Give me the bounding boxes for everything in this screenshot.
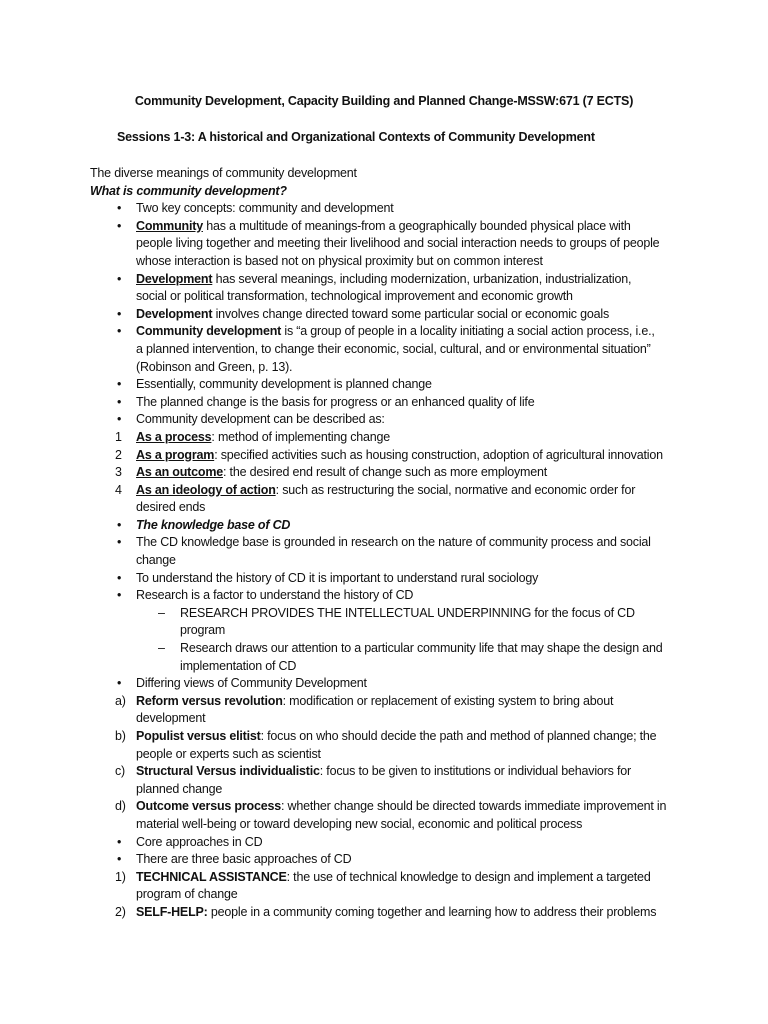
document-title: Community Development, Capacity Building and Planned Change-MSSW:671 (7 ECTS) [134,94,634,108]
list-marker: 4 [115,482,122,497]
list-item [90,323,690,376]
list-item [90,534,690,569]
item-text: program [180,623,226,638]
item-text: : focus to be given to institutions or individual behaviors for [319,764,631,779]
item-text: desired ends [136,500,206,515]
item-text: material well-being or toward developing new social, economic and political process [136,816,583,831]
bullet-icon: • [117,588,122,603]
item-label: As a program [136,447,215,462]
item-text: The CD knowledge base is grounded in research on the nature of community process and social [136,535,651,550]
item-text: whose interaction is based not on physical proximity but on common interest [136,253,543,268]
item-line [136,411,690,429]
list-marker: 2) [115,904,126,919]
bullet-icon: • [117,306,122,321]
item-line [136,834,690,852]
list-marker: a) [115,693,126,708]
item-text: Essentially, community development is planned change [136,377,432,392]
list-item [90,675,690,693]
item-text: planned change [136,781,223,796]
item-line [136,587,690,605]
sub-list-item [90,640,690,675]
list-marker: b) [115,729,126,743]
item-text: development [136,711,206,726]
list-item [90,570,690,588]
bullet-icon: • [117,517,122,532]
bullet-icon: • [117,394,122,409]
item-line [136,816,690,834]
list-item [90,869,690,904]
item-text: has several meanings, including modernization, urbanization, industrialization, [212,271,632,286]
item-text: people or experts such as scientist [136,746,321,761]
list-item [90,517,690,535]
item-line [136,323,690,341]
item-line [136,376,690,394]
item-line [136,464,690,482]
bullet-icon: • [117,201,122,216]
list-marker: – [158,641,165,656]
bullet-icon: • [117,377,122,392]
list-marker: – [158,605,165,620]
list-item [90,464,690,482]
item-line [136,763,690,781]
item-text: has a multitude of meanings-from a geographically bounded physical place with [202,218,631,233]
item-line [136,781,690,799]
section-subtitle: What is community development? [90,183,287,198]
list-item [90,376,690,394]
item-label: Development [136,271,213,286]
item-line [180,622,690,640]
item-text: people in a community coming together and learning how to address their problems [207,904,657,919]
list-item [90,798,690,833]
list-item [90,200,690,218]
list-marker: 1) [115,869,126,884]
item-line [136,552,690,570]
item-text: Core approaches in CD [136,834,263,849]
item-line [136,447,690,465]
item-line [136,499,690,517]
item-label: Reform versus revolution [136,693,283,708]
item-line [136,904,690,922]
bullet-icon: • [117,834,122,849]
item-text: The planned change is the basis for progress or an enhanced quality of life [136,394,535,409]
item-line [136,869,690,887]
list-item [90,763,690,798]
list-item [90,587,690,605]
list-item [90,447,690,465]
item-line [136,253,690,271]
item-line [136,429,690,447]
item-text: : specified activities such as housing construction, adoption of agricultural innovation [214,447,663,462]
item-text: a planned intervention, to change their economic, social, cultural, and or environmental situation” [136,341,651,356]
list-item [90,394,690,412]
item-label: Structural Versus individualistic [136,764,320,779]
item-label: Community development [136,324,282,339]
list-item [90,693,690,728]
item-text: : modification or replacement of existing system to bring about [282,693,614,708]
item-line [136,746,690,764]
bullet-icon: • [117,412,122,427]
item-line [136,218,690,236]
item-label: Development [136,306,213,321]
item-text: : focus on who should decide the path and method of planned change; the [260,729,657,743]
item-text: Community development can be described as: [136,412,385,427]
document-body [90,165,690,922]
item-label: SELF-HELP: [136,904,208,919]
item-line [136,394,690,412]
list-marker: 1 [115,429,122,444]
item-text: people living together and meeting their livelihood and social interaction needs to groups of people [136,236,660,251]
list-item [90,904,690,922]
item-text: (Robinson and Green, p. 13). [136,359,293,374]
list-item [90,834,690,852]
item-line [136,200,690,218]
item-line [136,851,690,869]
bullet-icon: • [117,535,122,550]
item-text: implementation of CD [180,658,297,673]
item-text: Two key concepts: community and development [136,201,394,216]
item-line [136,693,690,711]
list-marker: d) [115,799,126,814]
item-text: social or political transformation, technological improvement and economic growth [136,289,573,304]
list-marker: c) [115,764,126,779]
item-line [136,675,690,693]
list-item [90,411,690,429]
item-line [136,517,690,535]
item-list [90,200,690,921]
item-line [136,359,690,377]
list-item [90,271,690,306]
item-text: is “a group of people in a locality initiating a social action process, i.e., [281,324,655,339]
item-label: As an ideology of action [136,482,276,497]
bullet-icon: • [117,271,122,286]
item-text: change [136,553,176,568]
item-text: Research is a factor to understand the history of CD [136,588,414,603]
item-text: : the desired end result of change such as more employment [223,465,548,480]
list-item [90,218,690,271]
bullet-icon: • [117,852,122,867]
sessions-heading: Sessions 1-3: A historical and Organizational Contexts of Community Development [117,130,595,144]
item-label: The knowledge base of CD [136,517,291,532]
bullet-icon: • [117,324,122,339]
item-label: Populist versus elitist [136,729,261,743]
item-line [180,640,690,658]
item-line [180,605,690,623]
list-item [90,728,690,763]
item-line [136,570,690,588]
item-line [136,306,690,324]
item-line [136,728,690,746]
item-label: Community [136,218,203,233]
item-text: program of change [136,887,238,902]
item-line [136,341,690,359]
list-item [90,429,690,447]
list-item [90,851,690,869]
list-marker: 3 [115,465,122,480]
item-line [136,271,690,289]
list-item [90,306,690,324]
item-label: As a process [136,429,212,444]
item-line [180,658,690,676]
item-label: As an outcome [136,465,223,480]
item-text: : such as restructuring the social, normative and economic order for [275,482,636,497]
item-text: RESEARCH PROVIDES THE INTELLECTUAL UNDERPINNING for the focus of CD [180,605,635,620]
item-text: : whether change should be directed towards immediate improvement in [280,799,667,814]
item-line [136,798,690,816]
bullet-icon: • [117,218,122,233]
bullet-icon: • [117,676,122,691]
item-label: Outcome versus process [136,799,281,814]
item-line [136,710,690,728]
item-line [136,534,690,552]
item-text: : the use of technical knowledge to design and implement a targeted [286,869,651,884]
item-line [136,886,690,904]
intro-line: The diverse meanings of community development [90,166,357,180]
item-line [136,235,690,253]
item-text: : method of implementing change [211,429,391,444]
item-text: involves change directed toward some particular social or economic goals [212,306,610,321]
item-text: Differing views of Community Development [136,676,367,691]
item-text: Research draws our attention to a particular community life that may shape the design and [180,641,663,656]
sub-list-item [90,605,690,640]
item-line [136,482,690,500]
list-item [90,482,690,517]
list-marker: 2 [115,447,122,462]
item-text: There are three basic approaches of CD [136,852,352,867]
bullet-icon: • [117,570,122,585]
item-text: To understand the history of CD it is important to understand rural sociology [136,570,539,585]
item-line [136,288,690,306]
item-label: TECHNICAL ASSISTANCE [136,869,287,884]
